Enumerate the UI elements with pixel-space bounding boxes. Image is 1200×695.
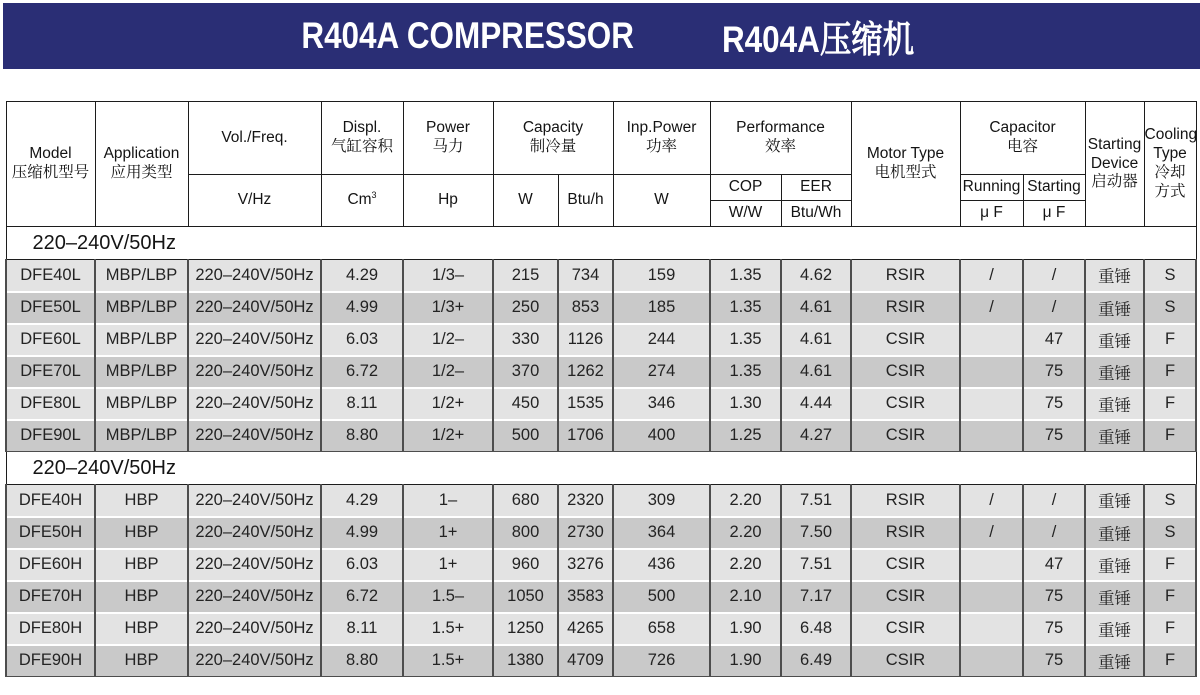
col-header-model: Model 压缩机型号 — [6, 102, 95, 227]
cell: 重锤 — [1085, 517, 1144, 549]
cell: MBP/LBP — [95, 356, 188, 388]
table-row — [6, 420, 1196, 452]
table-row — [6, 388, 1196, 420]
table-row — [6, 549, 1196, 581]
cell: 重锤 — [1085, 613, 1144, 645]
cell: 1+ — [403, 517, 493, 549]
cell: DFE50H — [6, 517, 95, 549]
cell: HBP — [95, 549, 188, 581]
unit-capacity-btuh: Btu/h — [558, 175, 613, 227]
unit-eer-btuwh: Btu/Wh — [781, 201, 851, 227]
cell: 1706 — [558, 420, 613, 452]
cell: 159 — [613, 260, 710, 292]
subheader-starting: Starting — [1023, 175, 1085, 201]
cell: 220–240V/50Hz — [188, 420, 321, 452]
cell: 1.35 — [710, 260, 781, 292]
cell — [960, 581, 1023, 613]
table-row — [6, 324, 1196, 356]
cell: 4.44 — [781, 388, 851, 420]
cell: 2.20 — [710, 517, 781, 549]
cell: 1/2– — [403, 324, 493, 356]
banner-title-zh: R404A压缩机 — [722, 19, 915, 60]
cell: 1050 — [493, 581, 558, 613]
cell: 75 — [1023, 613, 1085, 645]
cell: 330 — [493, 324, 558, 356]
col-header-input-power: Inp.Power 功率 — [613, 102, 710, 175]
cell: / — [960, 260, 1023, 292]
cell: 4.62 — [781, 260, 851, 292]
cell: MBP/LBP — [95, 292, 188, 324]
cell: 重锤 — [1085, 645, 1144, 677]
table-body — [6, 227, 1196, 677]
cell: 1.35 — [710, 356, 781, 388]
cell: 4709 — [558, 645, 613, 677]
col-header-capacity: Capacity 制冷量 — [493, 102, 613, 175]
cell: 220–240V/50Hz — [188, 517, 321, 549]
cell: S — [1144, 517, 1196, 549]
cell: 2320 — [558, 485, 613, 517]
cell: 8.11 — [321, 613, 403, 645]
cell: RSIR — [851, 517, 960, 549]
cell: 220–240V/50Hz — [188, 356, 321, 388]
table-header — [6, 102, 1196, 227]
cell: 960 — [493, 549, 558, 581]
cell: HBP — [95, 645, 188, 677]
cell: MBP/LBP — [95, 388, 188, 420]
cell: 215 — [493, 260, 558, 292]
cell: DFE40H — [6, 485, 95, 517]
cell: 1.5+ — [403, 645, 493, 677]
cell: F — [1144, 549, 1196, 581]
cell: 4.61 — [781, 356, 851, 388]
cell: 75 — [1023, 581, 1085, 613]
unit-vhz: V/Hz — [188, 175, 321, 227]
col-header-cooling-type: Cooling Type 冷却 方式 — [1144, 102, 1196, 227]
col-header-performance: Performance 效率 — [710, 102, 851, 175]
cell: 500 — [613, 581, 710, 613]
cell — [960, 356, 1023, 388]
cell: / — [1023, 517, 1085, 549]
cell: DFE80H — [6, 613, 95, 645]
cell: 8.11 — [321, 388, 403, 420]
cell: CSIR — [851, 645, 960, 677]
section-row — [6, 227, 1196, 260]
cell: 1126 — [558, 324, 613, 356]
cell: 274 — [613, 356, 710, 388]
cell: 6.03 — [321, 549, 403, 581]
cell: 4.61 — [781, 292, 851, 324]
cell: 6.03 — [321, 324, 403, 356]
cell: CSIR — [851, 420, 960, 452]
cell: 220–240V/50Hz — [188, 645, 321, 677]
subheader-eer: EER — [781, 175, 851, 201]
cell: DFE70H — [6, 581, 95, 613]
cell: S — [1144, 485, 1196, 517]
cell: F — [1144, 356, 1196, 388]
cell: 1/3+ — [403, 292, 493, 324]
cell: F — [1144, 388, 1196, 420]
cell: RSIR — [851, 260, 960, 292]
cell: 1.35 — [710, 324, 781, 356]
cell: 3583 — [558, 581, 613, 613]
cell: 853 — [558, 292, 613, 324]
cell: CSIR — [851, 581, 960, 613]
cell: MBP/LBP — [95, 420, 188, 452]
cell: 1.25 — [710, 420, 781, 452]
cell: 2.20 — [710, 549, 781, 581]
cell: 7.17 — [781, 581, 851, 613]
cell: 重锤 — [1085, 485, 1144, 517]
cell: DFE40L — [6, 260, 95, 292]
cell: 7.51 — [781, 549, 851, 581]
section-label: 220–240V/50Hz — [6, 452, 1196, 485]
unit-cm3: Cm$^3$ — [321, 175, 403, 227]
cell: 1/2+ — [403, 388, 493, 420]
cell: / — [960, 485, 1023, 517]
cell: 6.49 — [781, 645, 851, 677]
cell: DFE60H — [6, 549, 95, 581]
cell: 4.29 — [321, 485, 403, 517]
cell: 250 — [493, 292, 558, 324]
col-header-displacement: Displ. 气缸容积 — [321, 102, 403, 175]
cell: S — [1144, 260, 1196, 292]
cell: 6.72 — [321, 581, 403, 613]
cell: 726 — [613, 645, 710, 677]
cell: DFE70L — [6, 356, 95, 388]
cell: 7.50 — [781, 517, 851, 549]
cell: F — [1144, 324, 1196, 356]
cell: 重锤 — [1085, 260, 1144, 292]
cell — [960, 420, 1023, 452]
col-header-motor-type: Motor Type 电机型式 — [851, 102, 960, 227]
cell: S — [1144, 292, 1196, 324]
cell — [960, 549, 1023, 581]
cell: DFE60L — [6, 324, 95, 356]
cell: 1262 — [558, 356, 613, 388]
cell: 4.99 — [321, 517, 403, 549]
cell — [960, 645, 1023, 677]
cell: 220–240V/50Hz — [188, 388, 321, 420]
cell: CSIR — [851, 613, 960, 645]
table-row — [6, 485, 1196, 517]
cell: DFE80L — [6, 388, 95, 420]
cell: 220–240V/50Hz — [188, 549, 321, 581]
cell: 6.72 — [321, 356, 403, 388]
cell: 734 — [558, 260, 613, 292]
cell: 75 — [1023, 645, 1085, 677]
cell: / — [1023, 485, 1085, 517]
cell: 重锤 — [1085, 388, 1144, 420]
cell: 3276 — [558, 549, 613, 581]
cell: 重锤 — [1085, 420, 1144, 452]
cell: 1/2+ — [403, 420, 493, 452]
cell: 1.30 — [710, 388, 781, 420]
cell: 1.90 — [710, 645, 781, 677]
cell: 重锤 — [1085, 549, 1144, 581]
cell: 220–240V/50Hz — [188, 613, 321, 645]
cell: CSIR — [851, 549, 960, 581]
cell: 2730 — [558, 517, 613, 549]
section-label: 220–240V/50Hz — [6, 227, 1196, 260]
cell — [960, 613, 1023, 645]
cell: 4.27 — [781, 420, 851, 452]
col-header-capacitor: Capacitor 电容 — [960, 102, 1085, 175]
table-row — [6, 292, 1196, 324]
cell: / — [960, 517, 1023, 549]
table-row — [6, 613, 1196, 645]
cell: 4.61 — [781, 324, 851, 356]
subheader-running: Running — [960, 175, 1023, 201]
cell: 220–240V/50Hz — [188, 581, 321, 613]
cell: HBP — [95, 613, 188, 645]
cell: 重锤 — [1085, 292, 1144, 324]
cell: 6.48 — [781, 613, 851, 645]
cell: F — [1144, 581, 1196, 613]
cell: / — [960, 292, 1023, 324]
cell: 8.80 — [321, 645, 403, 677]
cell: 220–240V/50Hz — [188, 260, 321, 292]
cell: 1.35 — [710, 292, 781, 324]
cell: CSIR — [851, 356, 960, 388]
banner-title-en: R404A COMPRESSOR — [301, 15, 634, 56]
cell: 1380 — [493, 645, 558, 677]
table-row — [6, 645, 1196, 677]
table-row — [6, 517, 1196, 549]
table-row — [6, 581, 1196, 613]
cell: 364 — [613, 517, 710, 549]
subheader-cop: COP — [710, 175, 781, 201]
cell: DFE90H — [6, 645, 95, 677]
cell: 185 — [613, 292, 710, 324]
cell: CSIR — [851, 388, 960, 420]
cell: 1+ — [403, 549, 493, 581]
cell: RSIR — [851, 485, 960, 517]
cell: 4.99 — [321, 292, 403, 324]
table-row — [6, 356, 1196, 388]
cell: 680 — [493, 485, 558, 517]
cell: / — [1023, 292, 1085, 324]
cell: RSIR — [851, 292, 960, 324]
cell: CSIR — [851, 324, 960, 356]
cell: 220–240V/50Hz — [188, 324, 321, 356]
cell: 220–240V/50Hz — [188, 485, 321, 517]
cell: 1.90 — [710, 613, 781, 645]
unit-running-uf: μ F — [960, 201, 1023, 227]
title-banner — [3, 3, 1200, 69]
unit-capacity-w: W — [493, 175, 558, 227]
cell: 1– — [403, 485, 493, 517]
cell: 244 — [613, 324, 710, 356]
cell: 436 — [613, 549, 710, 581]
cell: 800 — [493, 517, 558, 549]
cell: / — [1023, 260, 1085, 292]
table-row — [6, 260, 1196, 292]
cell: 1535 — [558, 388, 613, 420]
col-header-starting-device: Starting Device 启动器 — [1085, 102, 1144, 227]
cell — [960, 324, 1023, 356]
cell: 370 — [493, 356, 558, 388]
cell: 450 — [493, 388, 558, 420]
cell: 47 — [1023, 324, 1085, 356]
cell: F — [1144, 420, 1196, 452]
cell: 1/2– — [403, 356, 493, 388]
cell: 220–240V/50Hz — [188, 292, 321, 324]
cell: 重锤 — [1085, 324, 1144, 356]
col-header-application: Application 应用类型 — [95, 102, 188, 227]
cell: 8.80 — [321, 420, 403, 452]
cell: 47 — [1023, 549, 1085, 581]
cell: 1/3– — [403, 260, 493, 292]
cell: MBP/LBP — [95, 260, 188, 292]
cell: MBP/LBP — [95, 324, 188, 356]
cell: 4265 — [558, 613, 613, 645]
col-header-power: Power 马力 — [403, 102, 493, 175]
cell: HBP — [95, 517, 188, 549]
cell: 500 — [493, 420, 558, 452]
unit-starting-uf: μ F — [1023, 201, 1085, 227]
cell: 2.10 — [710, 581, 781, 613]
unit-cop-ww: W/W — [710, 201, 781, 227]
cell: 4.29 — [321, 260, 403, 292]
cell: HBP — [95, 581, 188, 613]
cell: F — [1144, 645, 1196, 677]
cell: 346 — [613, 388, 710, 420]
unit-hp: Hp — [403, 175, 493, 227]
cell: F — [1144, 613, 1196, 645]
cell: 400 — [613, 420, 710, 452]
unit-input-power-w: W — [613, 175, 710, 227]
cell: DFE50L — [6, 292, 95, 324]
compressor-spec-table — [5, 101, 1197, 677]
cell — [960, 388, 1023, 420]
cell: 75 — [1023, 388, 1085, 420]
section-row — [6, 452, 1196, 485]
cell: 重锤 — [1085, 581, 1144, 613]
cell: 75 — [1023, 356, 1085, 388]
col-header-vol-freq: Vol./Freq. — [188, 102, 321, 175]
cell: HBP — [95, 485, 188, 517]
cell: 1.5+ — [403, 613, 493, 645]
cell: 2.20 — [710, 485, 781, 517]
cell: 1250 — [493, 613, 558, 645]
cell: 重锤 — [1085, 356, 1144, 388]
cell: 75 — [1023, 420, 1085, 452]
cell: 658 — [613, 613, 710, 645]
cell: 309 — [613, 485, 710, 517]
cell: 7.51 — [781, 485, 851, 517]
cell: DFE90L — [6, 420, 95, 452]
cell: 1.5– — [403, 581, 493, 613]
